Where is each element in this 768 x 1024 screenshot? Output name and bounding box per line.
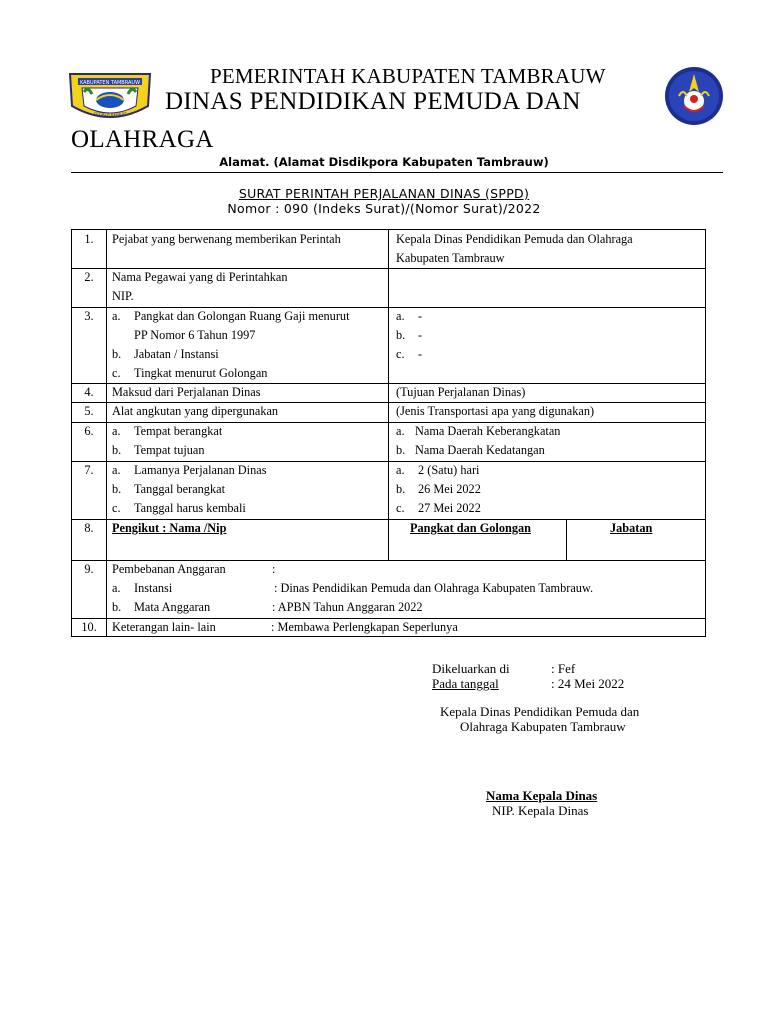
sppd-table	[71, 229, 706, 637]
column-header-position: Jabatan	[610, 521, 653, 535]
item-marker: c.	[396, 347, 405, 361]
field-value: -	[418, 347, 423, 361]
field-value: Nama Daerah Kedatangan	[415, 443, 545, 457]
signatory-office-line1: Kepala Dinas Pendidikan Pemuda dan	[440, 704, 640, 719]
row-number: 3.	[84, 309, 94, 323]
field-label: Maksud dari Perjalanan Dinas	[112, 385, 261, 399]
row-number: 5.	[84, 404, 94, 418]
item-marker: c.	[396, 501, 405, 515]
field-value: 26 Mei 2022	[418, 482, 481, 496]
item-marker: a.	[396, 463, 405, 477]
field-label: Mata Anggaran	[134, 600, 211, 614]
logo-text: KABUPATEN TAMBRAUW	[79, 80, 141, 86]
row-number: 9.	[84, 562, 94, 576]
signatory-nip: NIP. Kepala Dinas	[492, 803, 589, 818]
issued-at-value: : Fef	[551, 661, 576, 676]
row-number: 7.	[84, 463, 94, 477]
item-marker: a.	[112, 424, 121, 438]
field-label: Keterangan lain- lain	[112, 620, 216, 634]
field-label: Pangkat dan Golongan Ruang Gaji menurut	[134, 309, 350, 323]
item-marker: b.	[112, 443, 122, 457]
field-label: Tingkat menurut Golongan	[134, 366, 268, 380]
row-number: 4.	[84, 385, 94, 399]
field-value: -	[418, 328, 423, 342]
item-marker: b.	[112, 482, 122, 496]
field-label: Tanggal berangkat	[134, 482, 225, 496]
agency-header-line1: DINAS PENDIDIKAN PEMUDA DAN	[165, 88, 581, 115]
issue-date-line	[432, 676, 641, 692]
field-label: Jabatan / Instansi	[134, 347, 219, 361]
item-marker: c.	[112, 366, 121, 380]
field-value: (Tujuan Perjalanan Dinas)	[396, 385, 526, 399]
column-header-follower: Pengikut : Nama /Nip	[112, 521, 227, 535]
issue-date-label: Pada tanggal	[432, 676, 499, 691]
field-value: : APBN Tahun Anggaran 2022	[272, 600, 423, 614]
field-label: Nama Pegawai yang di Perintahkan	[112, 270, 288, 284]
logo-bottom-text: SEGALA BERKAT	[93, 112, 127, 117]
ministry-education-logo	[657, 66, 731, 126]
item-marker: a.	[112, 309, 121, 323]
item-marker: a.	[112, 463, 121, 477]
item-marker: b.	[112, 600, 122, 614]
government-header: PEMERINTAH KABUPATEN TAMBRAUW	[210, 64, 606, 88]
item-marker: a.	[396, 309, 405, 323]
issue-date-value: : 24 Mei 2022	[551, 676, 625, 691]
item-marker: b.	[396, 482, 406, 496]
row-number: 2.	[84, 270, 94, 284]
field-label: Pembebanan Anggaran	[112, 562, 226, 576]
agency-header-line2: OLAHRAGA	[71, 126, 214, 153]
field-label: PP Nomor 6 Tahun 1997	[134, 328, 256, 342]
item-marker: b.	[112, 347, 122, 361]
column-divider	[388, 230, 389, 560]
item-marker: b.	[396, 443, 406, 457]
field-label: Pejabat yang berwenang memberikan Perintah	[112, 232, 341, 246]
column-header-rank: Pangkat dan Golongan	[410, 521, 531, 535]
field-label: Tanggal harus kembali	[134, 501, 246, 515]
column-divider	[106, 230, 107, 636]
field-label: Instansi	[134, 581, 173, 595]
regency-emblem-logo	[64, 66, 156, 126]
item-marker: a.	[396, 424, 405, 438]
column-divider	[566, 519, 567, 560]
field-label: Alat angkutan yang dipergunakan	[112, 404, 279, 418]
field-value: 2 (Satu) hari	[418, 463, 480, 477]
letter-title: SURAT PERINTAH PERJALANAN DINAS (SPPD)	[238, 186, 530, 201]
field-label: Tempat berangkat	[134, 424, 223, 438]
row-number: 10.	[81, 620, 97, 634]
field-value: (Jenis Transportasi apa yang digunakan)	[396, 404, 595, 418]
field-value: -	[418, 309, 423, 323]
field-colon: :	[272, 562, 276, 576]
field-value: Kepala Dinas Pendidikan Pemuda dan Olahraga	[396, 232, 633, 246]
item-marker: a.	[112, 581, 121, 595]
letter-number: Nomor : 090 (Indeks Surat)/(Nomor Surat)/2022	[227, 201, 541, 216]
signatory-office-line2: Olahraga Kabupaten Tambrauw	[460, 719, 626, 734]
field-value: 27 Mei 2022	[418, 501, 481, 515]
field-value: : Dinas Pendidikan Pemuda dan Olahraga Kabupaten Tambrauw.	[274, 581, 594, 595]
address-line: Alamat. (Alamat Disdikpora Kabupaten Tambrauw)	[219, 155, 549, 169]
row-number: 8.	[84, 521, 94, 535]
issued-at-label: Dikeluarkan di	[432, 661, 510, 676]
field-value: : Membawa Perlengkapan Seperlunya	[271, 620, 458, 634]
field-label: Tempat tujuan	[134, 443, 205, 457]
item-marker: b.	[396, 328, 406, 342]
row-number: 6.	[84, 424, 94, 438]
row-number: 1.	[84, 232, 94, 246]
header-divider	[71, 172, 723, 173]
field-value: Nama Daerah Keberangkatan	[415, 424, 561, 438]
signatory-name: Nama Kepala Dinas	[486, 788, 598, 803]
field-label: Lamanya Perjalanan Dinas	[134, 463, 267, 477]
field-value: Kabupaten Tambrauw	[396, 251, 505, 265]
item-marker: c.	[112, 501, 121, 515]
field-label: NIP.	[112, 289, 134, 303]
